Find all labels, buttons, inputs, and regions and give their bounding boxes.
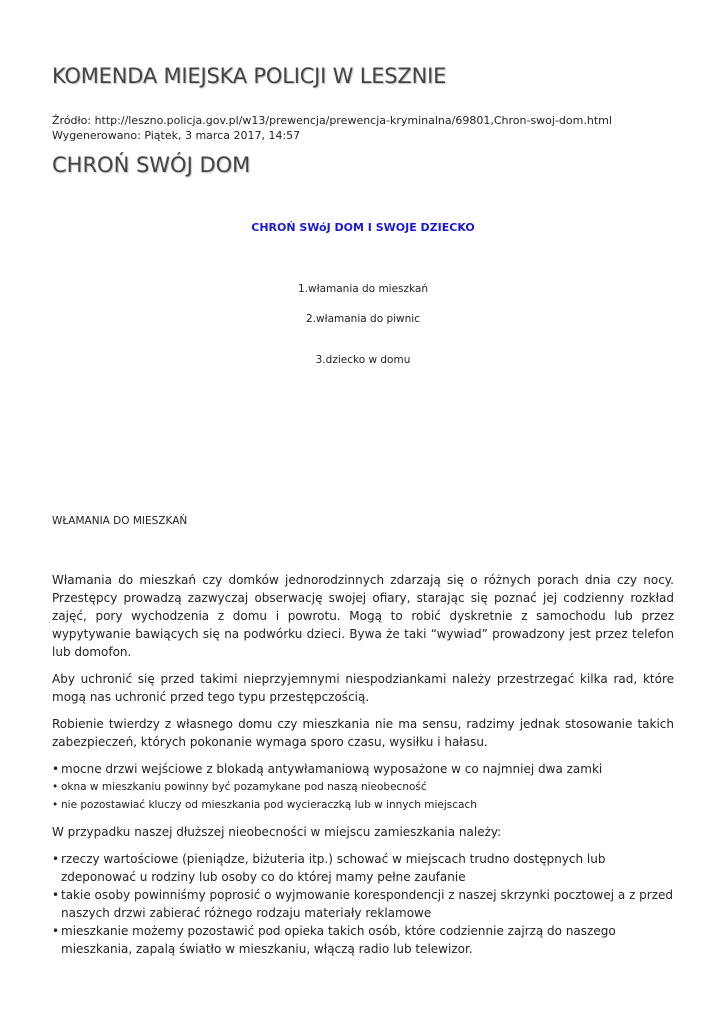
article-title: CHROŃ SWÓJ DOM — [52, 153, 251, 177]
bullet-icon: • — [52, 762, 60, 776]
document-meta — [52, 113, 612, 143]
article-body — [52, 571, 674, 967]
list-item-text: mocne drzwi wejściowe z blokadą antywłamaniową wyposażone w co najmniej dwa zamki — [61, 762, 603, 776]
source-line: Źródło: http://leszno.policja.gov.pl/w13/prewencja/prewencja-kryminalna/69801,Chron-swoj-dom.html — [52, 114, 612, 127]
list-item — [52, 796, 674, 814]
absence-tips-list — [52, 850, 674, 958]
bullet-icon: • — [52, 852, 60, 866]
bullet-icon: • — [52, 924, 60, 938]
list-item — [52, 778, 674, 796]
list-item — [52, 850, 674, 886]
list-item-text: nie pozostawiać kluczy od mieszkania pod wycieraczką lub w innych miejscach — [61, 799, 477, 811]
list-item — [52, 886, 674, 922]
toc-item: 3.dziecko w domu — [315, 354, 411, 366]
list-item — [52, 760, 674, 778]
article-subtitle: CHROŃ SWóJ DOM I SWOJE DZIECKO — [251, 221, 475, 234]
toc-item: 1.włamania do mieszkań — [297, 283, 429, 295]
generated-line: Wygenerowano: Piątek, 3 marca 2017, 14:57 — [52, 129, 301, 142]
paragraph: Włamania do mieszkań czy domków jednorodzinnych zdarzają się o różnych porach dnia czy nocy. Przestępcy prowadzą zazwyczaj obserwację swojej ofiary, starając się poznać jej codzienny rozkład zajęć, pory wychodzenia z domu i powrotu. Mogą to robić dyskretnie z samochodu lub przez wypytywanie bawiących się na podwórku dzieci. Bywa że taki “wywiad” prowadzony jest przez telefon lub domofon. — [52, 573, 674, 659]
security-tips-list — [52, 760, 674, 814]
bullet-icon: • — [52, 888, 60, 902]
paragraph: W przypadku naszej dłuższej nieobecności w miejscu zamieszkania należy: — [52, 825, 502, 839]
list-item — [52, 922, 674, 958]
list-item-text: mieszkanie możemy pozostawić pod opieka takich osób, które codziennie zajrzą do naszego mieszkania, zapalą światło w mieszkaniu, włączą radio lub telewizor. — [61, 924, 616, 956]
list-item-text: rzeczy wartościowe (pieniądze, biżuteria itp.) schować w miejscach trudno dostępnych lub zdeponować u rodziny lub osoby co do której mamy pełne zaufanie — [61, 852, 606, 884]
paragraph: Aby uchronić się przed takimi nieprzyjemnymi niespodziankami należy przestrzegać kilka rad, które mogą nas uchronić przed tego typu przestępczością. — [52, 672, 674, 704]
section-heading: WŁAMANIA DO MIESZKAŃ — [52, 515, 188, 527]
bullet-icon: • — [52, 781, 59, 793]
paragraph: Robienie twierdzy z własnego domu czy mieszkania nie ma sensu, radzimy jednak stosowanie takich zabezpieczeń, których pokonanie wymaga sporo czasu, wysiłku i hałasu. — [52, 717, 674, 749]
bullet-icon: • — [52, 799, 59, 811]
list-item-text: okna w mieszkaniu powinny być pozamykane pod naszą nieobecność — [61, 781, 427, 793]
list-item-text: takie osoby powinniśmy poprosić o wyjmowanie korespondencji z naszej skrzynki pocztowej a z przed naszych drzwi zabierać różnego rodzaju materiały reklamowe — [61, 888, 674, 920]
site-title: KOMENDA MIEJSKA POLICJI W LESZNIE — [52, 64, 447, 88]
toc-item: 2.włamania do piwnic — [306, 313, 420, 325]
